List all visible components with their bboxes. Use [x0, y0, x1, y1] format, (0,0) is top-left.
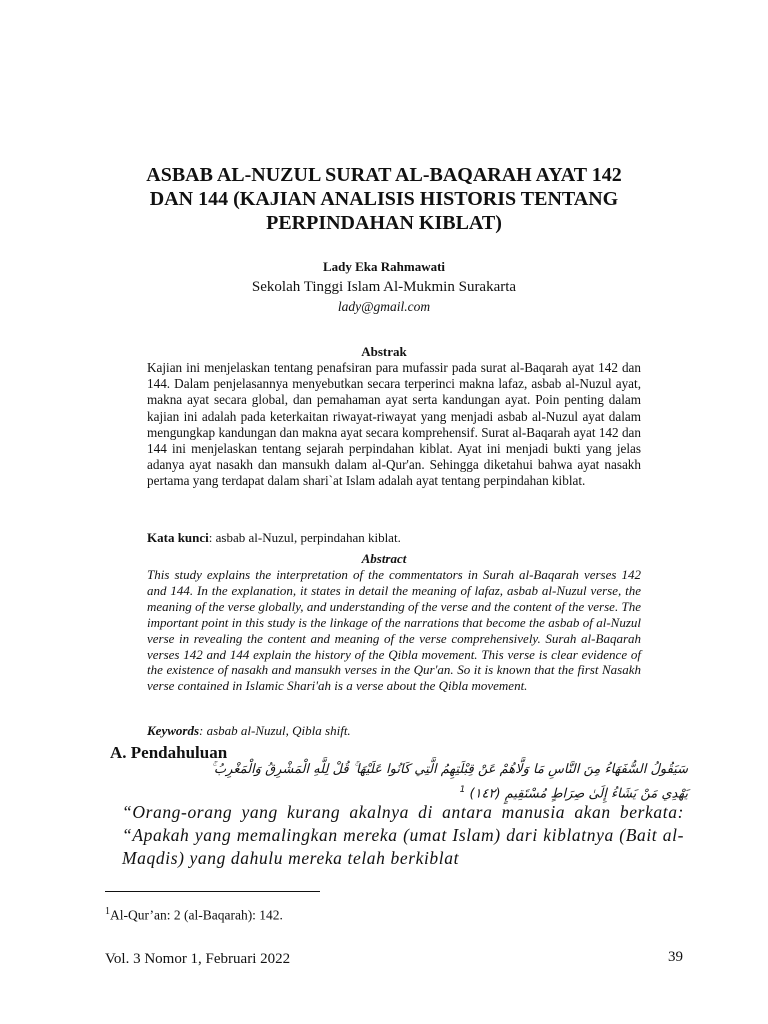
abstrak-keywords-label: Kata kunci — [147, 530, 209, 545]
title-line-2: DAN 144 (KAJIAN ANALISIS HISTORIS TENTANG — [149, 188, 619, 210]
footnote-text: Al-Qur’an: 2 (al-Baqarah): 142. — [110, 907, 283, 923]
paper-title — [100, 163, 668, 235]
abstrak-keywords — [147, 530, 641, 546]
abstract-keywords-text: : asbab al-Nuzul, Qibla shift. — [199, 723, 351, 738]
section-heading: A. Pendahuluan — [110, 743, 228, 762]
body-paragraph: “Orang-orang yang kurang akalnya di antara manusia akan berkata: “Apakah yang memalingkan mereka (umat Islam) dari kiblatnya (Bait al-Maqdis) yang dahulu mereka telah berkiblat — [122, 802, 684, 868]
abstrak-heading: Abstrak — [361, 344, 407, 359]
title-line-1: ASBAB AL-NUZUL SURAT AL-BAQARAH AYAT 142 — [146, 164, 622, 186]
arabic-line-1: سَيَقُولُ السُّفَهَاءُ مِنَ النَّاسِ مَا وَلَّاهُمْ عَنْ قِبْلَتِهِمُ الَّتِي كَانُوا عَلَيْهَا ۚ قُلْ لِلَّهِ الْمَشْرِقُ وَالْمَغْرِبُ ۚ — [210, 762, 688, 777]
footnote-ref: 1 — [459, 785, 466, 795]
page-number: 39 — [668, 949, 683, 965]
footnote-number: 1 — [105, 906, 110, 917]
abstract-heading: Abstract — [361, 551, 407, 566]
footnote — [105, 906, 283, 924]
arabic-line-2-text: يَهْدِي مَنْ يَشَاءُ إِلَىٰ صِرَاطٍ مُسْتَقِيمٍ (١٤٢) — [469, 786, 688, 802]
footnote-divider — [105, 891, 320, 892]
arabic-verse — [112, 760, 688, 804]
abstract-body: This study explains the interpretation of the commentators in Surah al-Baqarah verses 142 and 144. In the explanation, it states in detail the meaning of lafaz, asbab al-Nuzul verse, the meaning of the verse globally, and understanding of the verse and the content of the verse. The important point in this study is the linkage of the narrations that become the asbab of al-Nuzul verse in revealing the content and meaning of the verse comprehensively. Surah al-Baqarah verses 142 and 144 explain the history of the Qibla movement. This verse is clear evidence of the existence of nasakh and mansukh verses in the Qur'an. So it is known that the first Nasakh verse contained in Islamic Shari'ah is a verse about the Qibla movement. — [147, 567, 641, 694]
abstract-keywords — [147, 723, 641, 739]
title-line-3: PERPINDAHAN KIBLAT) — [266, 212, 502, 234]
abstract-keywords-label: Keywords — [147, 723, 199, 738]
abstrak-body: Kajian ini menjelaskan tentang penafsiran para mufassir pada surat al-Baqarah ayat 142 dan 144. Dalam penjelasannya menyebutkan secara terperinci makna lafaz, asbab al-Nuzul ayat, makna ayat secara global, dan pemahaman ayat serta kandungan ayat. Poin penting dalam kajian ini adalah pada keterkaitan riwayat-riwayat yang menjadi asbab al-Nuzul ayat dalam mengungkap kandungan dan makna ayat secara komprehensif. Surat al-Baqarah ayat 142 dan 144 ini menjelaskan tentang sejarah perpindahan kiblat. Ayat ini menjadi bukti yang jelas adanya ayat nasakh dan mansukh dalam al-Qur'an. Sehingga diketahui bahwa ayat nasakh pertama yang terdapat dalam shari`at Islam adalah ayat tentang perpindahan kiblat. — [147, 360, 641, 489]
abstrak-keywords-text: : asbab al-Nuzul, perpindahan kiblat. — [208, 530, 401, 545]
author-email: lady@gmail.com — [337, 299, 431, 314]
author-affiliation: Sekolah Tinggi Islam Al-Mukmin Surakarta — [251, 279, 517, 295]
author-name: Lady Eka Rahmawati — [322, 259, 446, 274]
journal-volume: Vol. 3 Nomor 1, Februari 2022 — [105, 951, 291, 967]
